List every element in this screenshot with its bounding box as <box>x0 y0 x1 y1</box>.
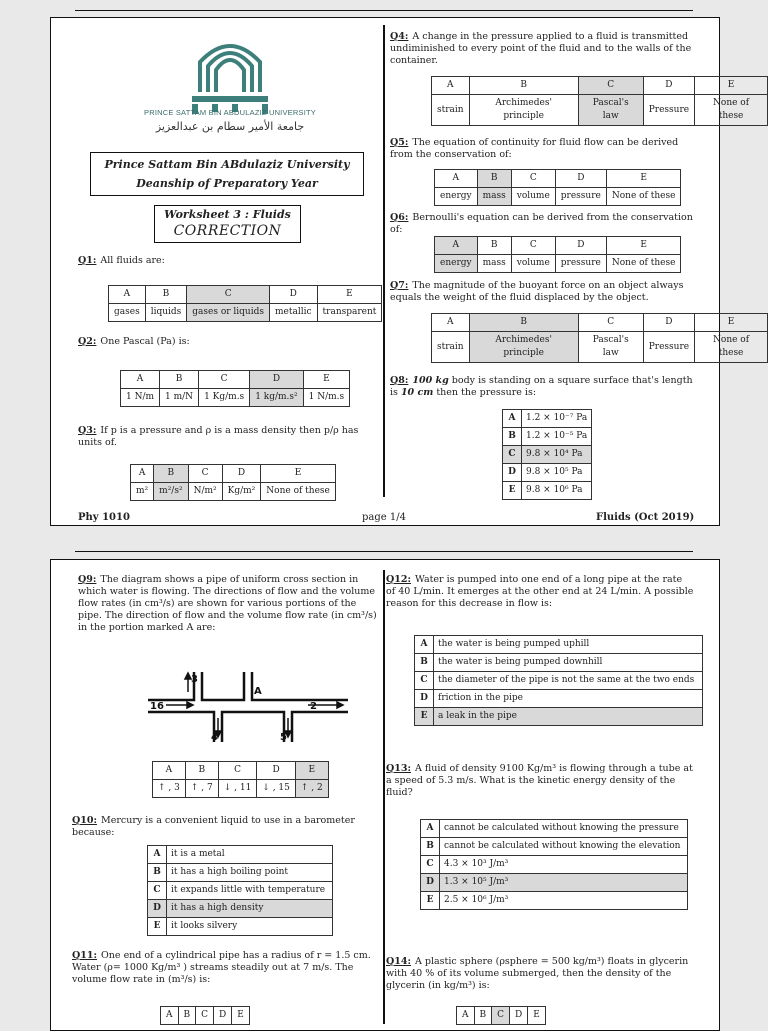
flow-label-a: A <box>254 686 262 697</box>
option-answer: 1.3 × 10⁵ J/m³ <box>440 874 688 892</box>
question-number: Q8: <box>390 375 409 386</box>
option-letter-row <box>153 762 329 780</box>
question-text: The equation of continuity for fluid flow can be derived from the conservation of: <box>390 137 679 160</box>
question-text: Water is pumped into one end of a long pipe at the rate of 40 L/min. It emerges at the other end at 24 L/min. A possible reason for this decrease in flow is: <box>386 574 694 609</box>
option-answer: it has a high density <box>167 900 333 918</box>
option-letter: A <box>432 77 470 95</box>
option-answer-row <box>109 304 382 322</box>
option-letter: A <box>457 1007 475 1025</box>
option-letter: A <box>109 286 146 304</box>
question-number: Q7: <box>390 280 409 291</box>
option-letter: B <box>178 1007 196 1025</box>
option-answer: Pascal's law <box>578 95 643 126</box>
question-q9 <box>78 574 380 634</box>
option-answer: the diameter of the pipe is not the same at the two ends <box>434 672 703 690</box>
answer-list-q12 <box>414 635 703 726</box>
option-answer: it has a high boiling point <box>167 864 333 882</box>
answer-table-q11 <box>160 1006 250 1025</box>
option-letter: D <box>214 1007 232 1025</box>
option-letter: A <box>161 1007 179 1025</box>
option-letter: B <box>421 838 440 856</box>
question-number: Q6: <box>390 212 409 223</box>
option-letter: B <box>469 77 578 95</box>
option-answer: None of these <box>606 255 681 273</box>
list-option <box>148 846 333 864</box>
flow-label-5: 5 <box>280 732 287 743</box>
list-option <box>421 874 688 892</box>
option-letter: C <box>148 882 167 900</box>
option-letter: B <box>469 314 578 332</box>
option-letter: B <box>477 237 511 255</box>
answer-table-q9 <box>152 761 329 798</box>
option-letter: D <box>643 77 694 95</box>
option-answer: 9.8 × 10⁴ Pa <box>522 446 592 464</box>
correction-label: CORRECTION <box>173 223 282 239</box>
option-letter-row <box>457 1007 546 1025</box>
list-option <box>421 820 688 838</box>
answer-table-q7 <box>431 313 768 363</box>
option-answer: it is a metal <box>167 846 333 864</box>
option-letter: E <box>261 465 336 483</box>
option-letter: E <box>303 371 350 389</box>
option-letter: E <box>606 237 681 255</box>
option-letter-row <box>131 465 336 483</box>
question-number: Q2: <box>78 336 97 347</box>
deanship-title: Deanship of Preparatory Year <box>136 177 318 190</box>
option-answer: mass <box>477 255 511 273</box>
column-divider-2 <box>383 570 385 1024</box>
flow-label-2: 2 <box>310 701 317 712</box>
option-letter: D <box>555 237 606 255</box>
option-letter: D <box>222 465 261 483</box>
option-letter: B <box>474 1007 492 1025</box>
university-name-ar: جامعة الأمير سطام بن عبدالعزيز <box>155 120 305 133</box>
question-number: Q3: <box>78 425 97 436</box>
footer-page: page 1/4 <box>362 512 406 523</box>
option-letter-row <box>432 77 768 95</box>
option-letter: E <box>317 286 382 304</box>
option-letter: D <box>148 900 167 918</box>
option-answer-row <box>435 255 681 273</box>
question-number: Q5: <box>390 137 409 148</box>
option-answer-row <box>121 389 350 407</box>
question-q5 <box>390 137 693 161</box>
question-text: A change in the pressure applied to a fluid is transmitted undiminished to every point of the fluid and to the walls of the container. <box>390 31 692 66</box>
option-answer: strain <box>432 95 470 126</box>
list-option <box>415 636 703 654</box>
question-number: Q11: <box>72 950 98 961</box>
option-letter: B <box>503 428 522 446</box>
option-answer: a leak in the pipe <box>434 708 703 726</box>
option-letter-row <box>109 286 382 304</box>
question-q8 <box>390 375 693 399</box>
option-letter: D <box>503 464 522 482</box>
option-letter: C <box>199 371 250 389</box>
pipe-flow-diagram <box>148 668 348 748</box>
option-answer: it looks silvery <box>167 918 333 936</box>
option-letter: A <box>153 762 186 780</box>
option-letter: E <box>421 892 440 910</box>
option-letter: B <box>148 864 167 882</box>
list-option <box>148 900 333 918</box>
option-answer: N/m² <box>188 483 222 501</box>
institution-title: Prince Sattam Bin ABdulaziz University <box>104 158 350 171</box>
question-q13 <box>386 763 694 799</box>
option-answer: ↓ , 15 <box>257 780 296 798</box>
list-option <box>148 918 333 936</box>
answer-table-q14 <box>456 1006 546 1025</box>
option-answer: volume <box>511 255 555 273</box>
option-letter-row <box>161 1007 250 1025</box>
list-option <box>415 672 703 690</box>
option-answer: liquids <box>145 304 187 322</box>
answer-list-q8 <box>502 409 592 500</box>
option-letter: D <box>643 314 694 332</box>
option-answer: 1 m/N <box>160 389 199 407</box>
option-answer: m²/s² <box>154 483 188 501</box>
question-q6 <box>390 212 693 236</box>
option-letter: A <box>121 371 160 389</box>
option-answer: it expands little with temperature <box>167 882 333 900</box>
option-letter: E <box>295 762 328 780</box>
list-option <box>503 410 592 428</box>
option-answer: 1.2 × 10⁻⁷ Pa <box>522 410 592 428</box>
answer-list-q13 <box>420 819 688 910</box>
page-break-rule <box>75 551 693 552</box>
option-answer: Archimedes' principle <box>469 332 578 363</box>
question-text: Bernoulli's equation can be derived from the conservation of: <box>390 212 693 235</box>
option-answer: 1.2 × 10⁻⁵ Pa <box>522 428 592 446</box>
top-rule <box>75 10 693 11</box>
flow-label-16: 16 <box>150 701 164 712</box>
question-text: Mercury is a convenient liquid to use in a barometer because: <box>72 815 355 838</box>
list-option <box>415 654 703 672</box>
option-answer: None of these <box>606 188 681 206</box>
mass-value: 100 kg <box>412 375 449 386</box>
option-letter: E <box>148 918 167 936</box>
option-letter: E <box>606 170 681 188</box>
option-answer-row <box>131 483 336 501</box>
option-letter: A <box>131 465 154 483</box>
question-q11 <box>72 950 380 986</box>
flow-label-3: 3 <box>191 674 198 685</box>
list-option <box>421 856 688 874</box>
option-answer: 1 kg/m.s² <box>250 389 303 407</box>
option-letter: A <box>148 846 167 864</box>
option-answer: None of these <box>261 483 336 501</box>
question-number: Q10: <box>72 815 98 826</box>
option-answer: ↑ , 7 <box>185 780 218 798</box>
question-number: Q14: <box>386 956 412 967</box>
option-answer: volume <box>511 188 555 206</box>
answer-list-q10 <box>147 845 333 936</box>
option-letter: E <box>415 708 434 726</box>
option-letter: A <box>503 410 522 428</box>
question-text: body is standing on a square surface that's length is <box>390 375 693 398</box>
option-answer: None of these <box>695 332 768 363</box>
column-divider <box>383 25 385 497</box>
option-letter: E <box>695 314 768 332</box>
answer-table-q2 <box>120 370 350 407</box>
length-value: 10 cm <box>400 387 434 398</box>
question-number: Q1: <box>78 255 97 266</box>
option-answer: 1 N/m <box>121 389 160 407</box>
option-letter: D <box>270 286 318 304</box>
list-option <box>148 864 333 882</box>
list-option <box>503 428 592 446</box>
question-text: The diagram shows a pipe of uniform cross section in which water is flowing. The directions of flow and the volume flow rates (in cm³/s) are shown for various portions of the pipe. The direction of flow and the volume flow rate (in cm³/s) in the portion marked A are: <box>78 574 377 633</box>
worksheet-title: Worksheet 3 : Fluids <box>164 208 291 221</box>
option-answer: metallic <box>270 304 318 322</box>
option-answer: energy <box>435 255 478 273</box>
option-letter: C <box>578 314 643 332</box>
answer-table-q5 <box>434 169 681 206</box>
option-letter: A <box>432 314 470 332</box>
list-option <box>421 838 688 856</box>
footer-course: Phy 1010 <box>78 512 130 523</box>
option-answer: Pressure <box>643 95 694 126</box>
option-answer: the water is being pumped uphill <box>434 636 703 654</box>
option-answer-row <box>435 188 681 206</box>
option-answer: the water is being pumped downhill <box>434 654 703 672</box>
question-q3 <box>78 425 380 449</box>
footer-topic: Fluids (Oct 2019) <box>596 512 695 523</box>
question-text-end: then the pressure is: <box>433 387 537 398</box>
question-q14 <box>386 956 694 992</box>
option-answer: energy <box>435 188 478 206</box>
option-letter: C <box>187 286 270 304</box>
answer-table-q1 <box>108 285 382 322</box>
option-letter: C <box>511 237 555 255</box>
option-answer: cannot be calculated without knowing the elevation <box>440 838 688 856</box>
option-letter: D <box>555 170 606 188</box>
option-letter-row <box>121 371 350 389</box>
question-text: A fluid of density 9100 Kg/m³ is flowing through a tube at a speed of 5.3 m/s. What is the kinetic energy density of the fluid? <box>386 763 693 798</box>
option-letter: D <box>421 874 440 892</box>
option-answer: Kg/m² <box>222 483 261 501</box>
question-q12 <box>386 574 694 610</box>
option-letter: A <box>435 237 478 255</box>
option-letter: B <box>185 762 218 780</box>
list-option <box>503 446 592 464</box>
option-letter: D <box>415 690 434 708</box>
option-letter: D <box>510 1007 528 1025</box>
option-answer: Archimedes' principle <box>469 95 578 126</box>
option-answer: 4.3 × 10³ J/m³ <box>440 856 688 874</box>
list-option <box>503 464 592 482</box>
option-letter: E <box>232 1007 250 1025</box>
question-text: All fluids are: <box>100 255 165 266</box>
option-letter: E <box>695 77 768 95</box>
option-letter: B <box>160 371 199 389</box>
option-letter: B <box>154 465 188 483</box>
option-answer: 9.8 × 10⁵ Pa <box>522 464 592 482</box>
option-answer: 1 Kg/m.s <box>199 389 250 407</box>
option-answer: 9.8 × 10⁶ Pa <box>522 482 592 500</box>
option-letter: C <box>511 170 555 188</box>
question-q7 <box>390 280 693 304</box>
answer-table-q4 <box>431 76 768 126</box>
option-answer: Pascal's law <box>578 332 643 363</box>
option-letter: A <box>421 820 440 838</box>
list-option <box>421 892 688 910</box>
list-option <box>503 482 592 500</box>
option-answer: 2.5 × 10⁶ J/m³ <box>440 892 688 910</box>
option-letter: B <box>477 170 511 188</box>
question-q10 <box>72 815 380 839</box>
institution-title-box <box>90 152 364 196</box>
option-letter: C <box>188 465 222 483</box>
list-option <box>148 882 333 900</box>
question-number: Q9: <box>78 574 97 585</box>
option-letter: B <box>415 654 434 672</box>
university-name-en: PRINCE SATTAM BIN ABDULAZIZ UNIVERSITY <box>144 108 316 117</box>
option-answer: Pressure <box>643 332 694 363</box>
option-answer-row <box>153 780 329 798</box>
option-letter: A <box>415 636 434 654</box>
option-letter: D <box>257 762 296 780</box>
question-q2 <box>78 336 378 348</box>
option-answer: friction in the pipe <box>434 690 703 708</box>
question-number: Q4: <box>390 31 409 42</box>
option-answer: m² <box>131 483 154 501</box>
worksheet-title-box <box>154 205 301 243</box>
option-letter: C <box>415 672 434 690</box>
list-option <box>415 690 703 708</box>
question-number: Q12: <box>386 574 412 585</box>
answer-table-q3 <box>130 464 336 501</box>
flow-label-4: 4 <box>211 732 218 743</box>
option-answer: strain <box>432 332 470 363</box>
option-letter-row <box>432 314 768 332</box>
option-letter: C <box>503 446 522 464</box>
question-q4 <box>390 31 693 67</box>
option-answer: transparent <box>317 304 382 322</box>
question-q1 <box>78 255 378 267</box>
option-answer: 1 N/m.s <box>303 389 350 407</box>
question-text: The magnitude of the buoyant force on an object always equals the weight of the fluid displaced by the object. <box>390 280 684 303</box>
option-answer: gases <box>109 304 146 322</box>
option-answer: cannot be calculated without knowing the pressure <box>440 820 688 838</box>
option-letter: C <box>492 1007 510 1025</box>
option-letter-row <box>435 170 681 188</box>
option-answer-row <box>432 95 768 126</box>
option-answer-row <box>432 332 768 363</box>
option-answer: pressure <box>555 255 606 273</box>
question-text: A plastic sphere (ρsphere = 500 kg/m³) floats in glycerin with 40 % of its volume submerged, then the density of the glycerin (in kg/m³) is: <box>386 956 689 991</box>
option-letter: B <box>145 286 187 304</box>
option-letter: C <box>421 856 440 874</box>
option-letter-row <box>435 237 681 255</box>
option-letter: C <box>196 1007 214 1025</box>
option-answer: mass <box>477 188 511 206</box>
question-text: One end of a cylindrical pipe has a radius of r = 1.5 cm. Water (ρ= 1000 Kg/m³ ) streams steadily out at 7 m/s. The volume flow rate in (m³/s) is: <box>72 950 371 985</box>
question-text: If p is a pressure and ρ is a mass density then p/ρ has units of. <box>78 425 359 448</box>
option-answer: pressure <box>555 188 606 206</box>
answer-table-q6 <box>434 236 681 273</box>
question-text: One Pascal (Pa) is: <box>100 336 190 347</box>
option-letter: C <box>218 762 257 780</box>
option-answer: None of these <box>695 95 768 126</box>
option-letter: D <box>250 371 303 389</box>
option-answer: ↑ , 2 <box>295 780 328 798</box>
list-option <box>415 708 703 726</box>
option-answer: ↑ , 3 <box>153 780 186 798</box>
option-answer: gases or liquids <box>187 304 270 322</box>
option-letter: C <box>578 77 643 95</box>
question-number: Q13: <box>386 763 412 774</box>
option-letter: E <box>503 482 522 500</box>
option-answer: ↓ , 11 <box>218 780 257 798</box>
option-letter: E <box>528 1007 546 1025</box>
option-letter: A <box>435 170 478 188</box>
